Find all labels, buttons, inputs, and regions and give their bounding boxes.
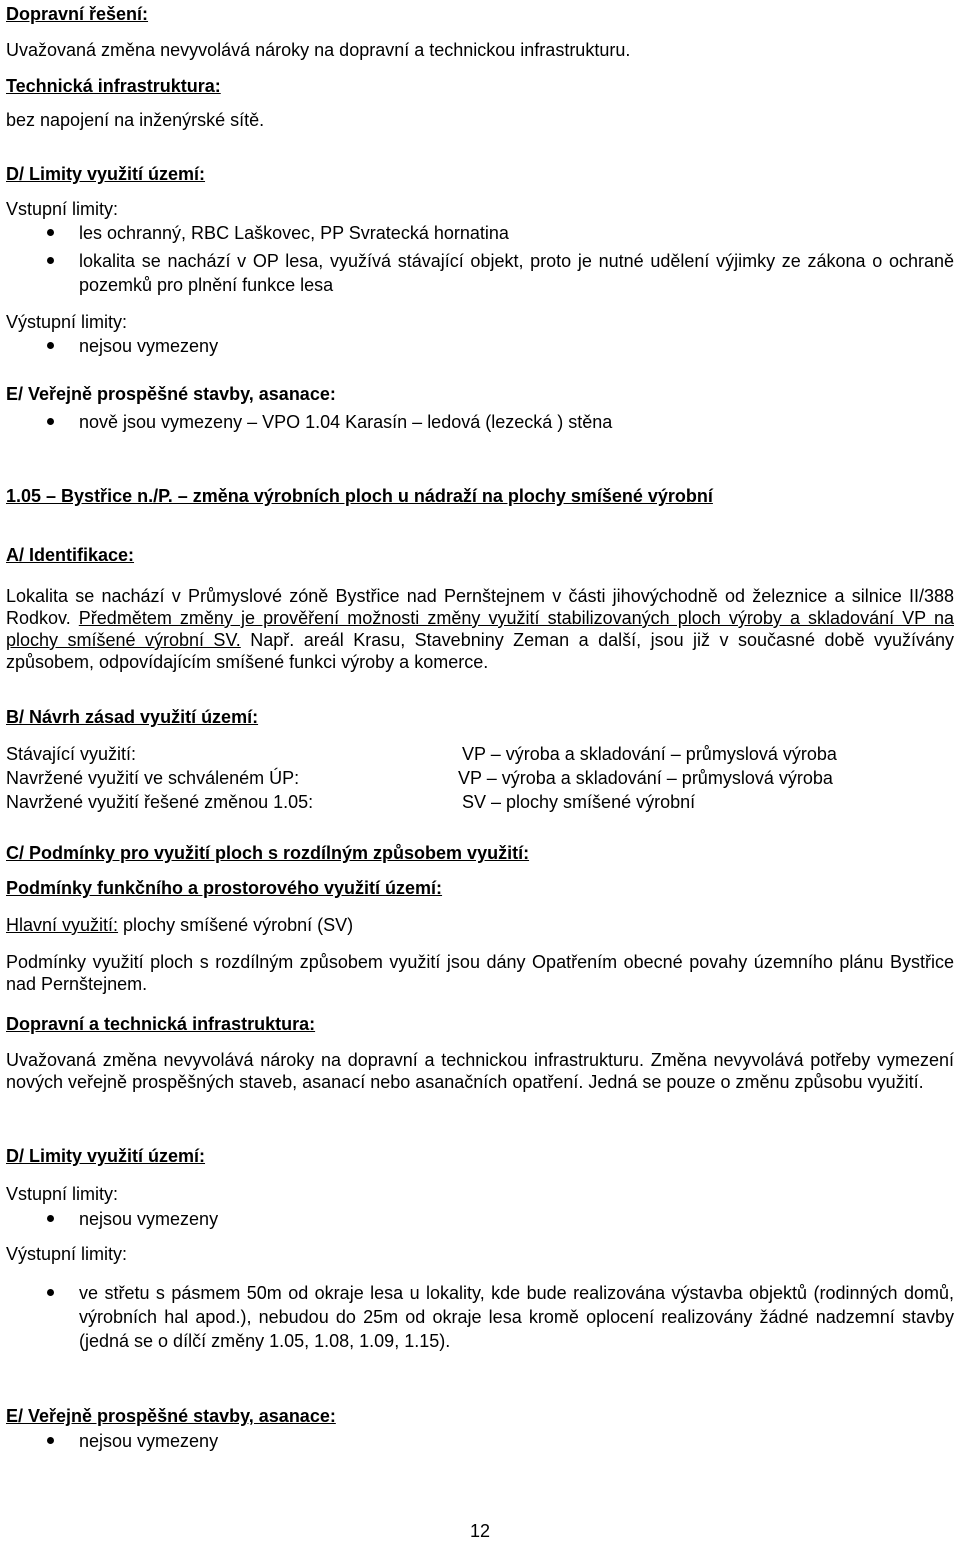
identification-heading: A/ Identifikace: <box>6 545 135 565</box>
output-limit-item: nejsou vymezeny <box>79 336 219 356</box>
input-limits-label: Vstupní limity: <box>6 199 119 219</box>
conditions-text: Podmínky využití ploch s rozdílným způsobem využití jsou dány Opatřením obecné povahy územního plánu Bystřice nad Pernštejnem. <box>6 952 954 994</box>
output-limit-item: ve střetu s pásmem 50m od okraje lesa u lokality, kde bude realizována výstavba objektů (rodinných domů, výrobních hal apod.), nebudou do 25m od okraje lesa kromě oplocení realizovány žádné nadzemní stavby (jedná se o dílčí změny 1.05, 1.08, 1.09, 1.15). <box>79 1283 954 1351</box>
design-row-label: Stávající využití: <box>6 744 137 764</box>
design-row-value: VP – výroba a skladování – průmyslová výroba <box>462 744 837 764</box>
output-limits-label: Výstupní limity: <box>6 312 128 332</box>
design-row-value: VP – výroba a skladování – průmyslová výroba <box>458 768 833 788</box>
bullet-icon <box>47 1215 54 1222</box>
public-works-item: nejsou vymezeny <box>79 1431 219 1451</box>
design-row-label: Navržené využití ve schváleném ÚP: <box>6 768 300 788</box>
public-works-heading: E/ Veřejně prospěšné stavby, asanace: <box>6 384 336 404</box>
bullet-icon <box>47 418 54 425</box>
bullet-icon <box>47 257 54 264</box>
bullet-icon <box>47 1437 54 1444</box>
bullet-icon <box>47 342 54 349</box>
identification-text: Lokalita se nachází v Průmyslové zóně Bystřice nad Pernštejnem v části jihovýchodně od železnice a silnice II/388 Rodkov. Předmětem změny je prověření možnosti změny využití stabilizovaných ploch výroby a skladování VP na plochy smíšené výrobní SV. Např. areál Krasu, Stavebniny Zeman a další, jsou již v současné době využívány způsobem, odpovídajícím smíšené funkci výroby a komerce. <box>6 586 954 672</box>
main-use <box>6 914 353 936</box>
infrastructure-text: Uvažovaná změna nevyvolává nároky na dopravní a technickou infrastrukturu. Změna nevyvolává potřeby vymezení nových veřejně prospěšných staveb, asanací nebo asanačních opatření. Jedná se pouze o změnu způsobu využití. <box>6 1050 954 1092</box>
identification-subject: Předmětem změny je prověření možnosti změny využití stabilizovaných ploch výroby a skladování VP na plochy smíšené výrobní SV. <box>6 608 954 650</box>
tech-heading: Technická infrastruktura: <box>6 76 221 96</box>
output-limits-label: Výstupní limity: <box>6 1244 128 1264</box>
transport-text: Uvažovaná změna nevyvolává nároky na dopravní a technickou infrastrukturu. <box>6 40 631 60</box>
input-limits-label: Vstupní limity: <box>6 1184 119 1204</box>
functional-conditions-heading: Podmínky funkčního a prostorového využití území: <box>6 878 443 898</box>
design-row-value: SV – plochy smíšené výrobní <box>462 792 696 812</box>
limits-heading: D/ Limity využití území: <box>6 1146 206 1166</box>
tech-text: bez napojení na inženýrské sítě. <box>6 110 265 130</box>
page-number: 12 <box>469 1521 491 1541</box>
section-title: 1.05 – Bystřice n./P. – změna výrobních ploch u nádraží na plochy smíšené výrobní <box>6 486 713 506</box>
input-limit-item: les ochranný, RBC Laškovec, PP Svratecká hornatina <box>79 223 509 243</box>
input-limit-item: lokalita se nachází v OP lesa, využívá stávající objekt, proto je nutné udělení výjimky ze zákona o ochraně pozemků pro plnění funkce lesa <box>79 251 954 295</box>
conditions-heading: C/ Podmínky pro využití ploch s rozdílným způsobem využití: <box>6 843 530 863</box>
design-row-label: Navržené využití řešené změnou 1.05: <box>6 792 314 812</box>
main-use-value: plochy smíšené výrobní (SV) <box>118 915 354 935</box>
bullet-icon <box>47 229 54 236</box>
public-works-heading: E/ Veřejně prospěšné stavby, asanace: <box>6 1406 336 1426</box>
input-limit-item: nejsou vymezeny <box>79 1209 219 1229</box>
bullet-icon <box>47 1289 54 1296</box>
design-heading: B/ Návrh zásad využití území: <box>6 707 259 727</box>
infrastructure-heading: Dopravní a technická infrastruktura: <box>6 1014 316 1034</box>
main-use-label: Hlavní využití: <box>6 915 119 935</box>
public-works-item: nově jsou vymezeny – VPO 1.04 Karasín – ledová (lezecká ) stěna <box>79 412 613 432</box>
transport-heading: Dopravní řešení: <box>6 4 149 24</box>
limits-heading: D/ Limity využití území: <box>6 164 206 184</box>
